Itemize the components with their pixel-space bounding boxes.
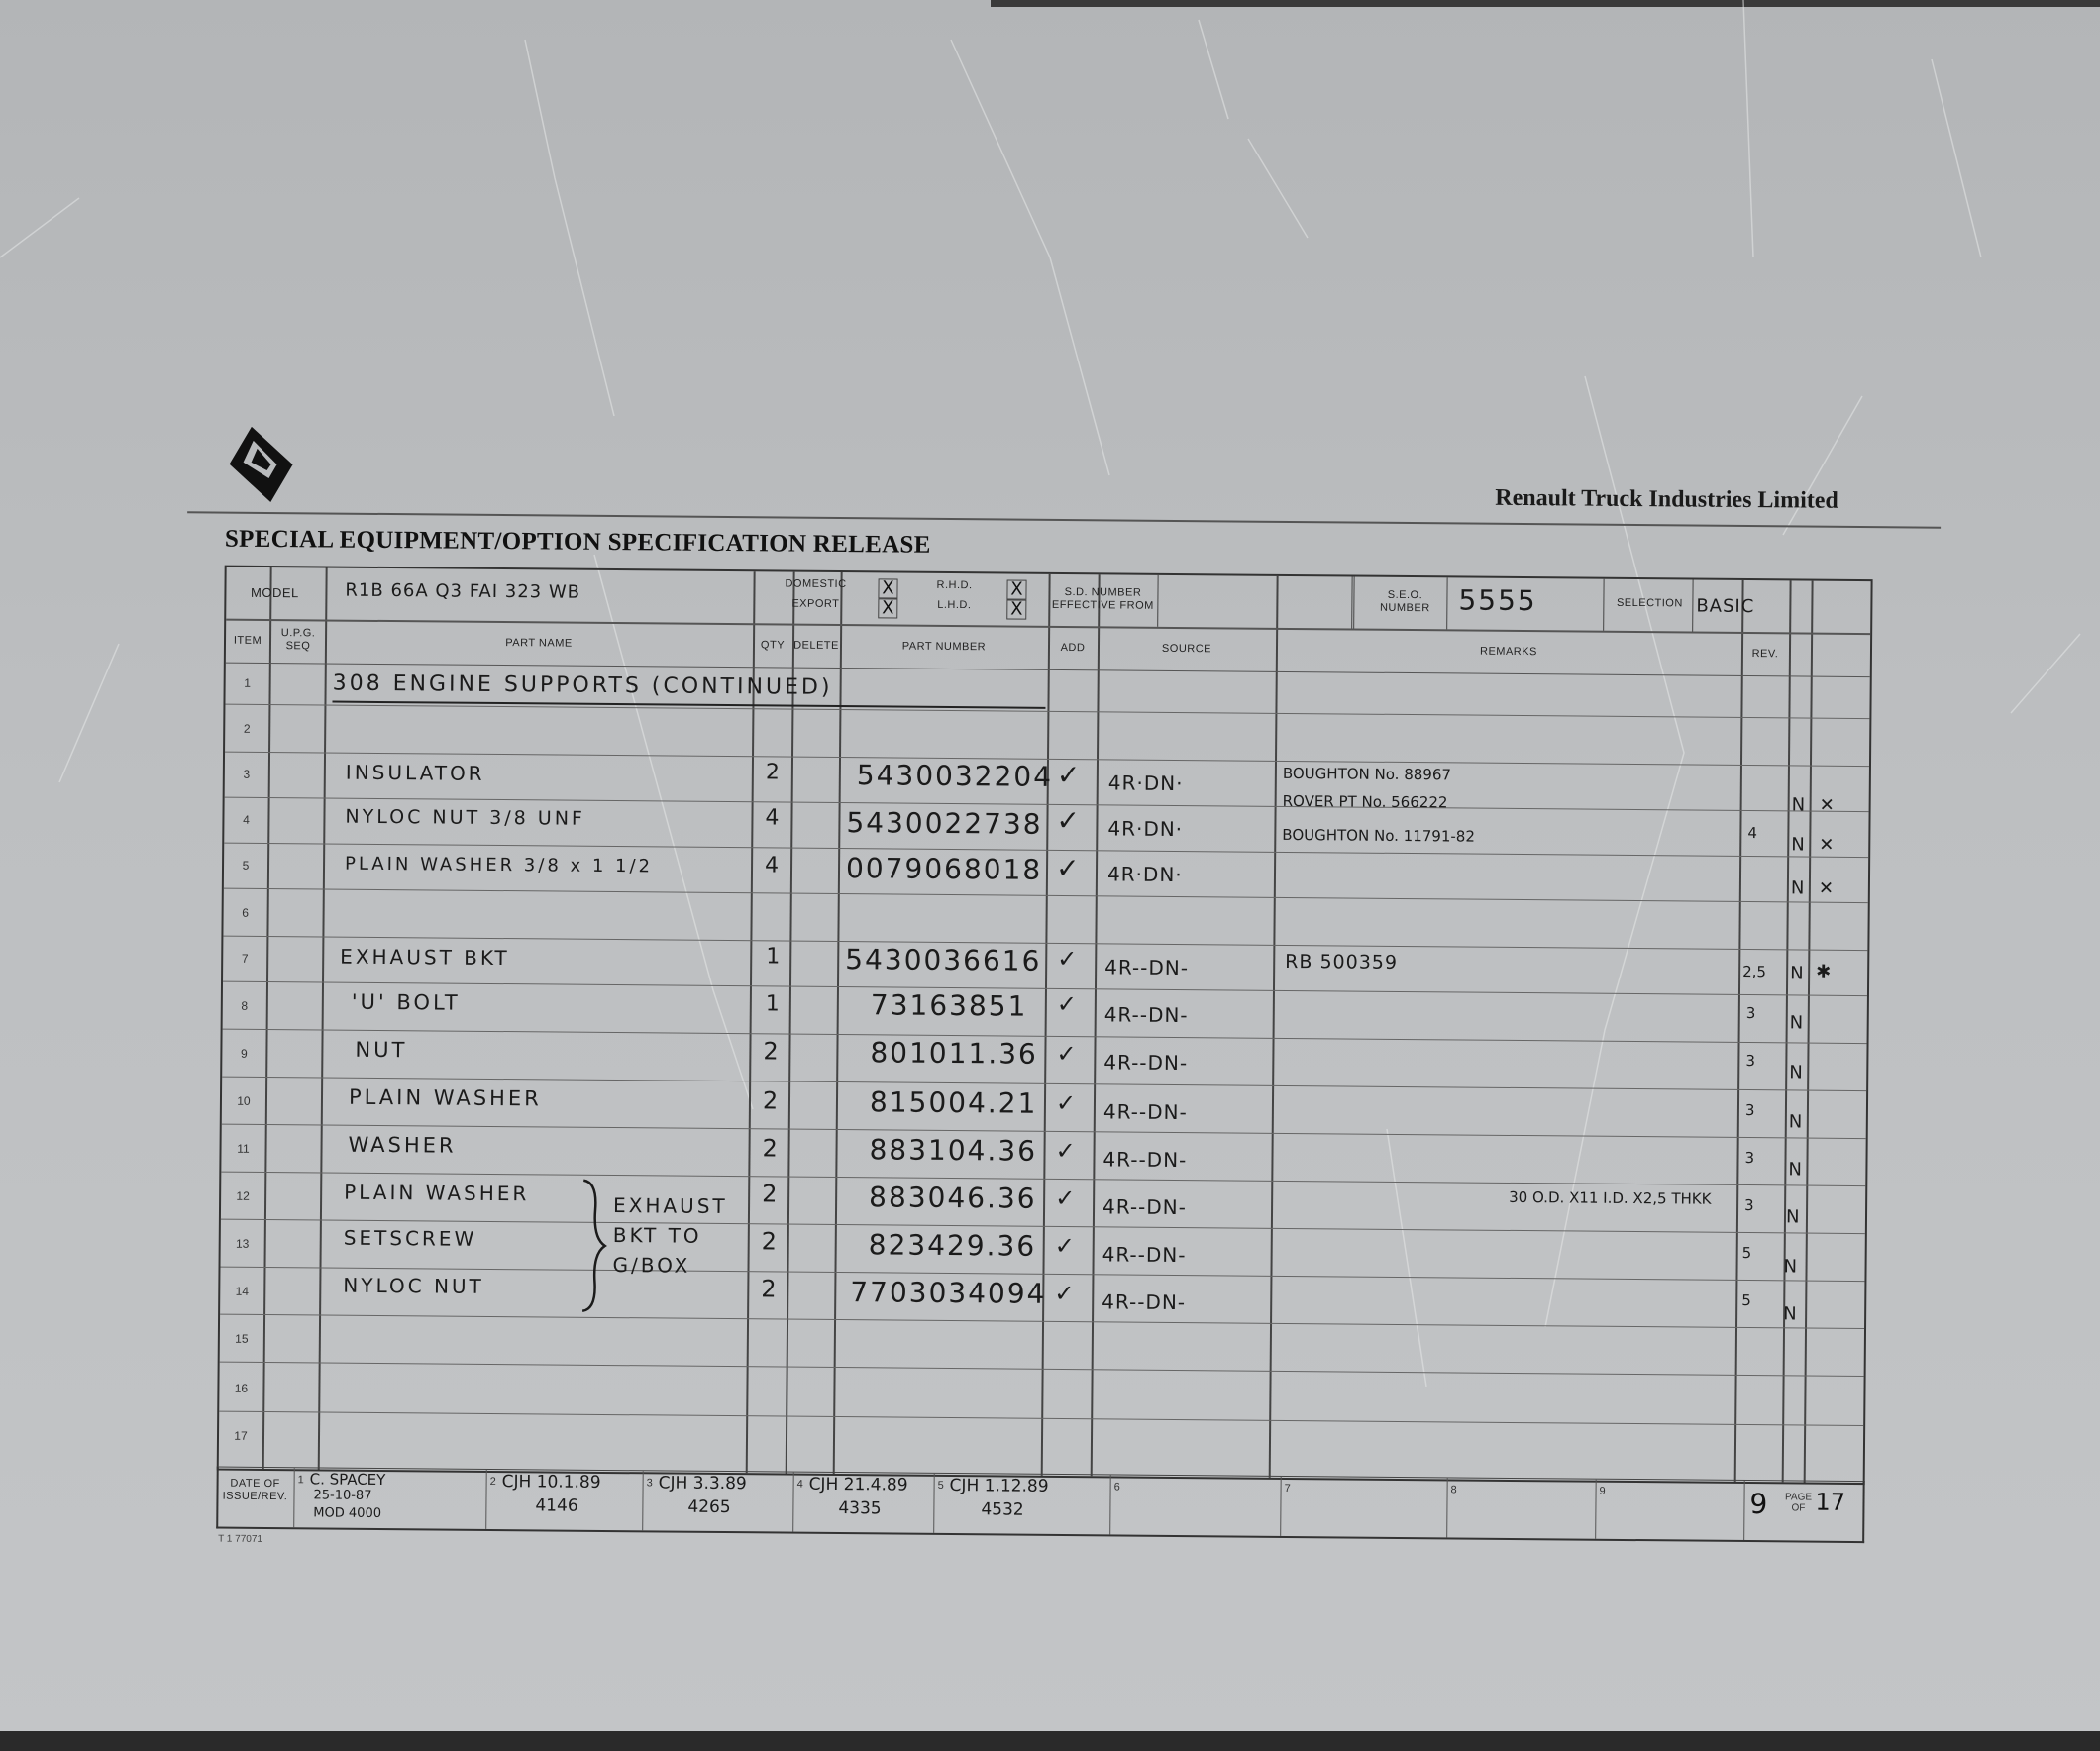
qty: 4 xyxy=(764,853,782,878)
add-check: ✓ xyxy=(1057,944,1080,974)
qty: 1 xyxy=(766,944,783,970)
issue-no: 8 xyxy=(1450,1484,1457,1496)
remarks: BOUGHTON No. 88967 xyxy=(1282,764,1452,784)
item-no: 4 xyxy=(243,812,250,827)
lhd-checkbox: X xyxy=(1006,599,1026,619)
date-of-issue-label: DATE OF ISSUE/REV. xyxy=(222,1477,288,1503)
source: 4R·DN· xyxy=(1107,771,1184,796)
qty: 2 xyxy=(762,1134,780,1163)
add-check: ✓ xyxy=(1054,1231,1077,1261)
sf-flag: N xyxy=(1790,877,1806,899)
col-part-name: PART NAME xyxy=(505,637,573,650)
grouping-brace xyxy=(578,1177,609,1315)
qty: 2 xyxy=(762,1086,781,1115)
seo-number-value: 5555 xyxy=(1458,583,1537,618)
seo-number-label: S.E.O. NUMBER xyxy=(1379,588,1430,615)
item-no: 11 xyxy=(237,1141,250,1156)
col-upg-seq: U.P.G. SEQ xyxy=(280,627,316,653)
rev: 3 xyxy=(1745,1004,1756,1023)
part-name: PLAIN WASHER 3/8 x 1 1/2 xyxy=(344,853,654,877)
part-name: NYLOC NUT 3/8 UNF xyxy=(345,805,585,830)
issue-signature: CJH 1.12.89 xyxy=(949,1476,1049,1496)
source: 4R--DN- xyxy=(1102,1242,1187,1268)
export-checkbox: X xyxy=(878,598,897,618)
company-name: Renault Truck Industries Limited xyxy=(1495,484,1838,514)
sf-flag: N xyxy=(1791,794,1807,816)
x-mark: ✕ xyxy=(1818,877,1836,899)
item-no: 10 xyxy=(237,1093,251,1108)
selection-value: BASIC xyxy=(1696,595,1755,618)
renault-diamond-logo xyxy=(229,427,293,503)
parts-table xyxy=(217,566,1873,1485)
issue-date: 25-10-87 xyxy=(313,1488,372,1503)
source: 4R·DN· xyxy=(1106,862,1183,887)
qty: 2 xyxy=(762,1180,780,1208)
rev: 3 xyxy=(1744,1149,1755,1168)
add-check: ✓ xyxy=(1055,1184,1078,1213)
remarks: BOUGHTON No. 11791-82 xyxy=(1282,825,1475,846)
sf-flag: N xyxy=(1790,963,1805,984)
item-no: 5 xyxy=(242,858,250,873)
item-no: 8 xyxy=(241,998,249,1013)
qty: 2 xyxy=(761,1275,779,1303)
sf-flag: N xyxy=(1789,1012,1805,1034)
lhd-label: L.H.D. xyxy=(937,598,972,612)
rev: 4 xyxy=(1747,824,1758,843)
col-part-number: PART NUMBER xyxy=(901,640,987,654)
item-no: 9 xyxy=(240,1046,248,1061)
issue-no: 1 xyxy=(297,1474,304,1487)
part-name: EXHAUST BKT xyxy=(340,944,510,971)
part-number: 7703034094 xyxy=(850,1276,1047,1310)
item-no: 15 xyxy=(235,1331,249,1346)
form-code: T 1 77071 xyxy=(218,1533,263,1545)
sf-flag: N xyxy=(1785,1206,1801,1228)
issue-mod: 4335 xyxy=(838,1498,882,1519)
qty: 2 xyxy=(765,760,782,785)
part-number: 0079068018 xyxy=(845,852,1043,886)
issue-signature: CJH 3.3.89 xyxy=(658,1473,747,1494)
part-name: NUT xyxy=(355,1037,408,1063)
rev: 3 xyxy=(1744,1196,1754,1215)
item-no: 13 xyxy=(235,1236,250,1251)
add-check: ✓ xyxy=(1056,758,1083,792)
x-mark: ✕ xyxy=(1819,794,1836,816)
part-number: 5430032204 xyxy=(856,759,1054,793)
specification-form xyxy=(149,416,1961,1600)
item-no: 16 xyxy=(234,1381,249,1395)
sf-flag: N xyxy=(1791,834,1806,856)
part-name: SETSCREW xyxy=(343,1225,477,1251)
issue-signature: CJH 21.4.89 xyxy=(808,1474,908,1495)
add-check: ✓ xyxy=(1056,989,1080,1019)
issue-signature: C. SPACEY xyxy=(309,1470,386,1490)
issue-no: 4 xyxy=(796,1478,803,1491)
source: 4R--DN- xyxy=(1103,1002,1189,1028)
sf-flag: N xyxy=(1789,1062,1804,1083)
export-label: EXPORT xyxy=(791,597,840,611)
qty: 4 xyxy=(765,805,782,831)
form-title: SPECIAL EQUIPMENT/OPTION SPECIFICATION RELEASE xyxy=(224,525,931,559)
rev: 2,5 xyxy=(1742,962,1767,981)
rev: 3 xyxy=(1744,1101,1755,1120)
col-source: SOURCE xyxy=(1161,642,1212,656)
issue-signature: CJH 10.1.89 xyxy=(501,1472,601,1493)
issue-mod: 4265 xyxy=(687,1496,731,1518)
sf-flag: N xyxy=(1788,1159,1803,1181)
issue-mod: MOD 4000 xyxy=(313,1505,382,1522)
col-rev: REV. xyxy=(1751,648,1779,661)
item-no: 6 xyxy=(242,905,250,920)
source: 4R--DN- xyxy=(1102,1147,1188,1173)
add-check: ✓ xyxy=(1055,851,1082,885)
add-check: ✓ xyxy=(1056,1039,1079,1069)
issue-no: 9 xyxy=(1599,1485,1606,1497)
part-name: NYLOC NUT xyxy=(343,1273,484,1298)
col-qty: QTY xyxy=(760,639,786,652)
part-number: 5430022738 xyxy=(846,806,1043,841)
qty: 1 xyxy=(765,991,782,1017)
source: 4R--DN- xyxy=(1103,1050,1189,1076)
rev: 3 xyxy=(1745,1052,1756,1071)
part-number: 823429.36 xyxy=(868,1228,1037,1263)
qty: 2 xyxy=(763,1037,781,1066)
domestic-checkbox: X xyxy=(878,578,897,598)
part-number: 801011.36 xyxy=(870,1036,1038,1071)
source: 4R--DN- xyxy=(1102,1194,1187,1220)
x-mark: ✕ xyxy=(1819,834,1836,856)
part-number: 73163851 xyxy=(870,988,1028,1023)
part-name: WASHER xyxy=(348,1132,457,1158)
add-check: ✓ xyxy=(1055,1088,1079,1118)
domestic-label: DOMESTIC xyxy=(785,577,847,591)
part-name: 'U' BOLT xyxy=(351,989,461,1015)
source: 4R--DN- xyxy=(1104,955,1190,980)
remarks: ROVER PT No. 566222 xyxy=(1282,791,1448,812)
item-no: 2 xyxy=(243,721,251,736)
part-number: 815004.21 xyxy=(869,1085,1038,1120)
col-item: ITEM xyxy=(233,634,262,647)
part-name: PLAIN WASHER xyxy=(348,1084,542,1111)
part-number: 883046.36 xyxy=(868,1181,1037,1215)
rhd-label: R.H.D. xyxy=(936,578,973,592)
page-number: 9 xyxy=(1749,1488,1768,1521)
item-no: 12 xyxy=(236,1188,250,1203)
part-number: 5430036616 xyxy=(845,943,1042,978)
sf-flag: N xyxy=(1788,1111,1804,1133)
part-number: 883104.36 xyxy=(869,1133,1038,1168)
item-no: 14 xyxy=(235,1284,250,1298)
sf-flag: N xyxy=(1783,1303,1798,1325)
rhd-checkbox: X xyxy=(1006,579,1026,599)
page-total: 17 xyxy=(1815,1488,1846,1516)
section-heading: 308 ENGINE SUPPORTS (CONTINUED) xyxy=(332,670,833,700)
add-check: ✓ xyxy=(1055,1136,1078,1166)
sf-flag: N xyxy=(1783,1256,1799,1278)
remarks: RB 500359 xyxy=(1285,950,1399,974)
rev: 5 xyxy=(1741,1243,1752,1263)
issue-no: 2 xyxy=(489,1475,496,1489)
issue-no: 5 xyxy=(937,1479,944,1492)
page-of-label: PAGE OF xyxy=(1784,1492,1813,1514)
issue-revision-footer xyxy=(216,1467,1864,1544)
add-check: ✓ xyxy=(1056,803,1083,838)
item-no: 3 xyxy=(243,767,251,781)
model-label: MODEL xyxy=(251,584,299,601)
col-add: ADD xyxy=(1060,641,1086,655)
source: 4R·DN· xyxy=(1107,816,1184,842)
col-delete: DELETE xyxy=(793,639,839,653)
source: 4R--DN- xyxy=(1102,1289,1187,1315)
sd-number-label: S.D. NUMBER EFFECTIVE FROM xyxy=(1051,585,1154,612)
rev: 5 xyxy=(1741,1290,1751,1310)
source: 4R--DN- xyxy=(1102,1099,1188,1125)
item-no: 7 xyxy=(241,951,249,966)
bracket-note: EXHAUST BKT TO G/BOX xyxy=(612,1193,728,1278)
header-rule xyxy=(187,511,1941,528)
part-name: PLAIN WASHER xyxy=(344,1180,530,1206)
qty: 2 xyxy=(761,1227,780,1256)
issue-mod: 4532 xyxy=(981,1499,1024,1520)
issue-no: 3 xyxy=(646,1477,653,1490)
frame-edge-top xyxy=(991,0,2100,7)
issue-no: 6 xyxy=(1113,1481,1120,1494)
remarks: 30 O.D. X11 I.D. X2,5 THKK xyxy=(1509,1187,1712,1208)
model-value: R1B 66A Q3 FAI 323 WB xyxy=(345,579,581,603)
frame-edge-bottom xyxy=(0,1731,2100,1751)
issue-no: 7 xyxy=(1284,1482,1291,1495)
issue-mod: 4146 xyxy=(535,1495,578,1516)
item-no: 1 xyxy=(244,675,252,690)
item-no: 17 xyxy=(234,1428,248,1443)
selection-label: SELECTION xyxy=(1616,596,1683,610)
add-check: ✓ xyxy=(1054,1279,1077,1308)
part-name: INSULATOR xyxy=(345,760,485,785)
col-remarks: REMARKS xyxy=(1479,645,1537,659)
x-mark: ✱ xyxy=(1816,961,1833,982)
